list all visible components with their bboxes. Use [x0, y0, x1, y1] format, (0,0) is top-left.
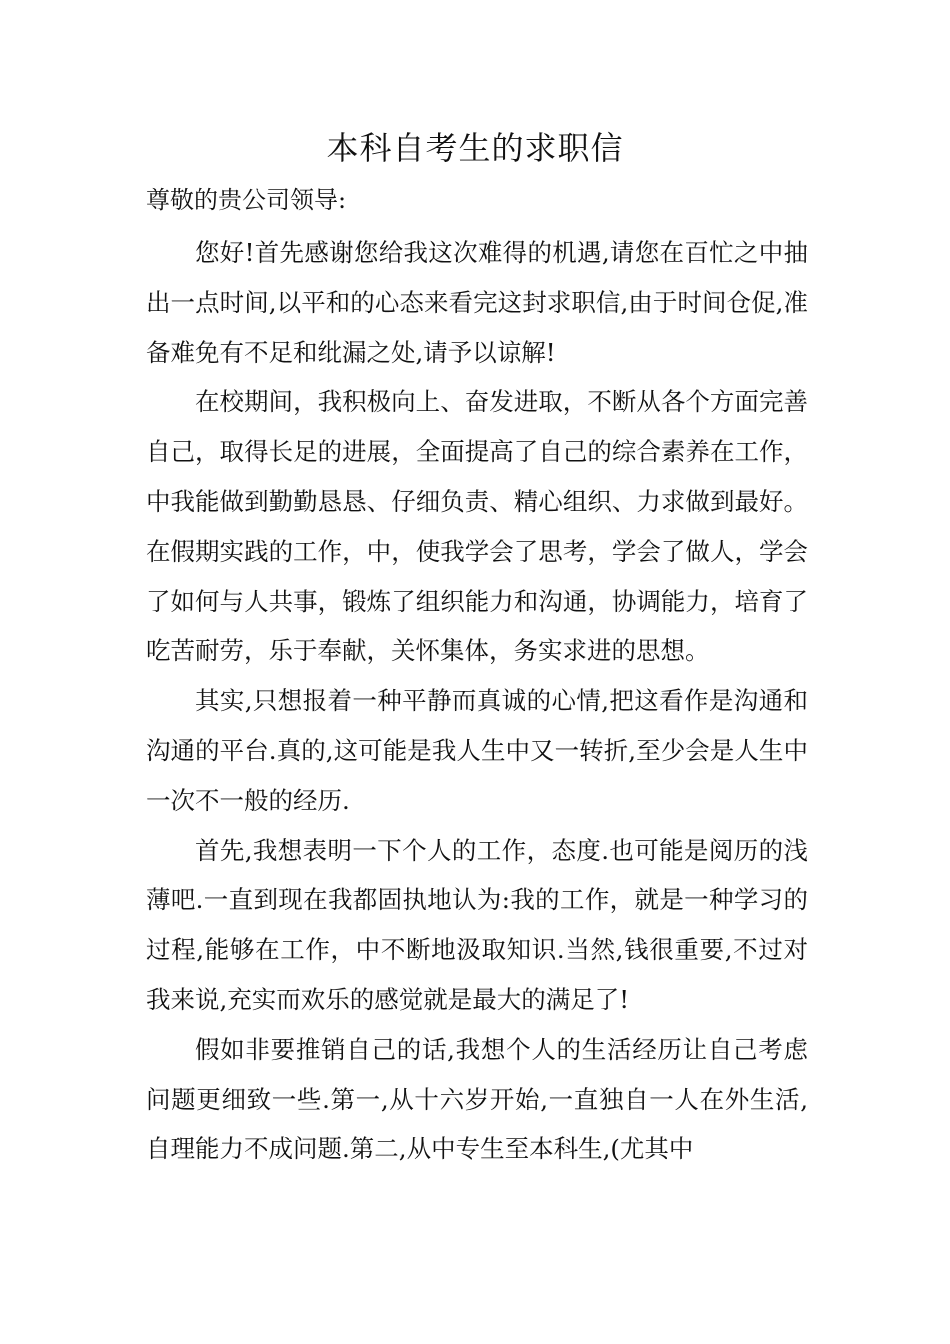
document-title: 本科自考生的求职信 — [326, 129, 624, 167]
paragraph-greeting: 您好!首先感谢您给我这次难得的机遇,请您在百忙之中抽出一点时间,以平和的心态来看完这封求职信,由于时间仓促,准备难免有不足和纰漏之处,请予以谅解! — [146, 238, 808, 367]
letter-body — [146, 228, 808, 1174]
salutation: 尊敬的贵公司领导: — [146, 186, 347, 214]
paragraph-work-attitude: 首先,我想表明一下个人的工作，态度.也可能是阅历的浅薄吧.一直到现在我都固执地认为:我的工作，就是一种学习的过程,能够在工作，中不断地汲取知识.当然,钱很重要,不过对我来说,充实而欢乐的感觉就是最大的满足了! — [146, 835, 808, 1014]
paragraph-attitude: 其实,只想报着一种平静而真诚的心情,把这看作是沟通和沟通的平台.真的,这可能是我人生中又一转折,至少会是人生中一次不一般的经历. — [146, 686, 808, 815]
paragraph-school-period: 在校期间，我积极向上、奋发进取，不断从各个方面完善自己，取得长足的进展，全面提高了自己的综合素养在工作，中我能做到勤勤恳恳、仔细负责、精心组织、力求做到最好。在假期实践的工作，中，使我学会了思考，学会了做人，学会了如何与人共事，锻炼了组织能力和沟通，协调能力，培育了吃苦耐劳，乐于奉献，关怀集体，务实求进的思想。 — [146, 387, 808, 666]
paragraph-self-promotion: 假如非要推销自己的话,我想个人的生活经历让自己考虑问题更细致一些.第一,从十六岁开始,一直独自一人在外生活,自理能力不成问题.第二,从中专生至本科生,(尤其中 — [146, 1034, 808, 1164]
